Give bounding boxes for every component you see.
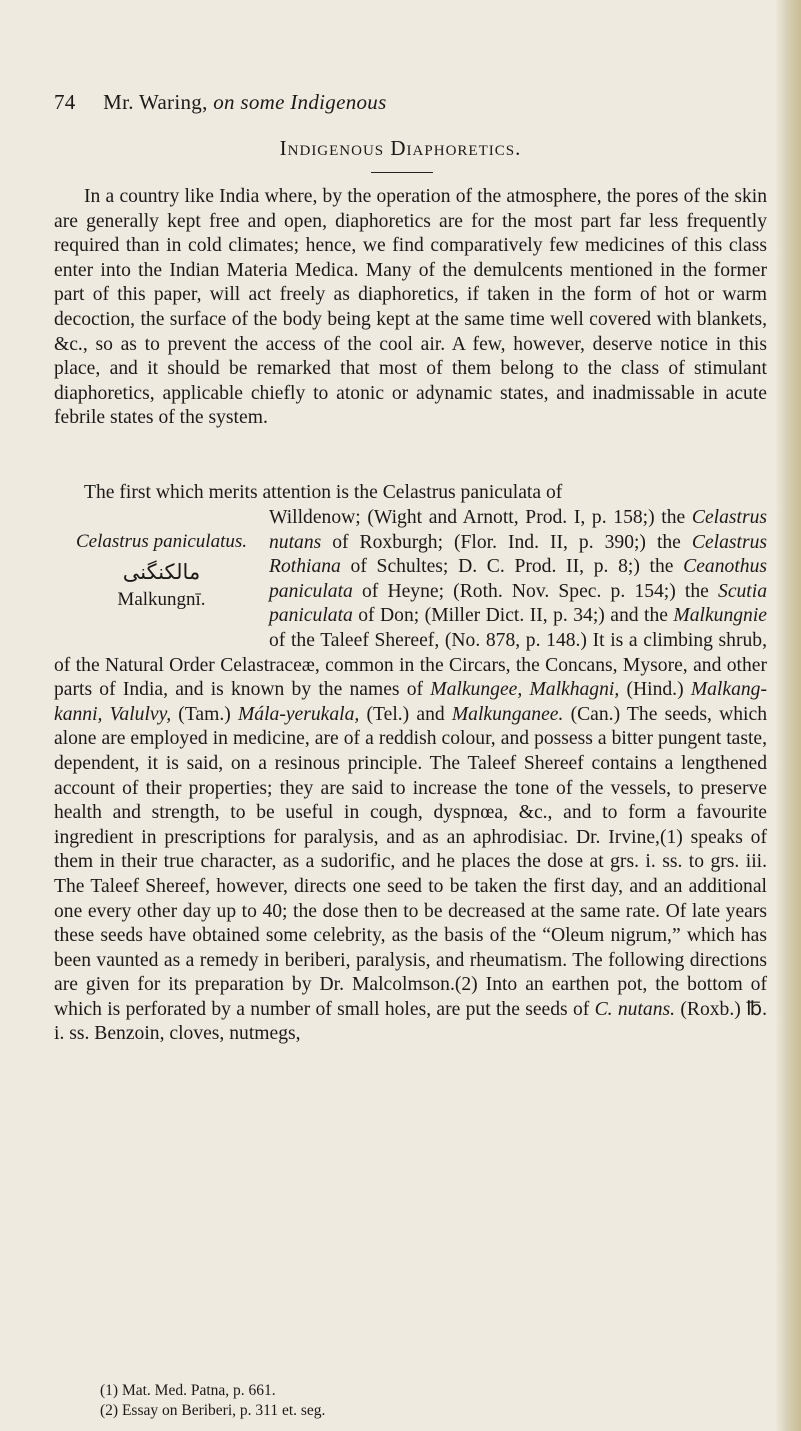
text-run: Willdenow; (Wight and Arnott, Prod. I, p. 158;) the: [269, 507, 692, 528]
paragraph-2-body: [54, 506, 767, 1047]
text-run: (Hind.): [619, 679, 691, 701]
italic-term: Celastrus Rothiana: [269, 531, 767, 578]
italic-term: Mála-yerukala,: [237, 703, 360, 725]
running-title-roman: Mr. Waring,: [103, 90, 208, 114]
paragraph-2-first-line-text: The first which merits attention is the Celastrus paniculata of: [84, 482, 563, 503]
footnote-1: (1) Mat. Med. Patna, p. 661.: [100, 1382, 276, 1399]
text-run: of Roxburgh; (Flor. Ind. II, p. 390;) the: [321, 531, 692, 553]
page-number: 74: [54, 90, 76, 114]
footnotes: [100, 1381, 750, 1420]
italic-term: Malkang-kanni, Valulvy,: [54, 679, 767, 725]
paragraph-1: [54, 185, 767, 431]
text-run: of the Taleef Shereef, (No. 878, p. 148.) It is a climbing shrub, of the Natural Order Celastraceæ, common in the Circars, the Concans, Mysore, and other parts of India, and is known by the names of: [54, 629, 767, 701]
italic-term: C. nutans.: [594, 998, 676, 1020]
section-title: Indigenous Diaphoretics.: [279, 136, 522, 160]
text-run: of Heyne; (Roth. Nov. Spec. p. 154;) the: [352, 580, 719, 602]
italic-term: Malkungnie: [673, 605, 767, 627]
text-run: (Can.) The seeds, which alone are employed in medicine, are of a reddish colour, and possess a bitter pungent taste, dependent, it is said, on a resinous principle. The Taleef Shereef contains a lengthened account of their properties; they are said to increase the tone of the vessels, to preserve health and strength, to be useful in cough, dyspnœa, &c., and to form a favourite ingredient in prescriptions for paralysis, and as an aphrodisiac. Dr. Irvine,(1) speaks of them in their true character, as a sudorific, and he places the dose at grs. i. ss. to grs. iii. The Taleef Shereef, however, directs one seed to be taken the first day, and an additional one every other day up to 40; the dose then to be decreased at the same rate. Of late years these seeds have obtained some celebrity, as the basis of the “Oleum nigrum,” which has been vaunted as a remedy in beriberi, paralysis, and rheumatism. The following directions are given for its preparation by Dr. Malcolmson.(2) Into an earthen pot, the bottom of which is perforated by a number of small holes, are put the seeds of: [54, 703, 767, 1020]
page-edge-shadow: [775, 0, 801, 1431]
text-run: (Tam.): [171, 703, 238, 725]
text-run: of Schultes; D. C. Prod. II, p. 8;) the: [340, 556, 684, 578]
paragraph-2-first-line: [54, 481, 767, 506]
running-header: [54, 90, 754, 115]
italic-term: Malkungee, Malkhagni,: [430, 679, 620, 701]
paragraph-1-text: In a country like India where, by the operation of the atmosphere, the pores of the skin are generally kept free and open, diaphoretics are for the most part far less frequently required than in cold climates; hence, we find comparatively few medicines of this class enter into the Indian Materia Medica. Many of the demulcents mentioned in the former part of this paper, will act freely as diaphoretics, if taken in the form of hot or warm decoction, the surface of the body being kept at the same time well covered with blankets, &c., so as to prevent the access of the cool air. A few, however, deserve notice in this place, and it should be remarked that most of them belong to the class of stimulant diaphoretics, applicable chiefly to atonic or adynamic states, and inadmissable in acute febrile states of the system.: [54, 186, 767, 429]
running-title-italic: on some Indigenous: [213, 90, 387, 114]
sidebar-heading: Celastrus paniculatus.: [75, 531, 247, 552]
italic-term: Celastrus nutans: [269, 507, 767, 553]
italic-term: Ceanothus paniculata: [269, 556, 767, 602]
text-run: (Roxb.) ℔. i. ss. Benzoin, cloves, nutmegs,: [54, 998, 767, 1045]
footnote-2: (2) Essay on Beriberi, p. 311 et. seg.: [100, 1401, 326, 1419]
sidebar-transliteration: Malkungnī.: [117, 589, 206, 610]
marginal-sidebar: [54, 506, 269, 630]
title-rule: [371, 172, 433, 173]
text-run: (Tel.) and: [359, 703, 452, 725]
italic-term: Malkunganee.: [451, 703, 564, 725]
text-run: of Don; (Miller Dict. II, p. 34;) and the: [352, 605, 674, 627]
sidebar-arabic-script: مالکنگنی: [122, 560, 201, 584]
italic-term: Scutia paniculata: [269, 580, 767, 627]
